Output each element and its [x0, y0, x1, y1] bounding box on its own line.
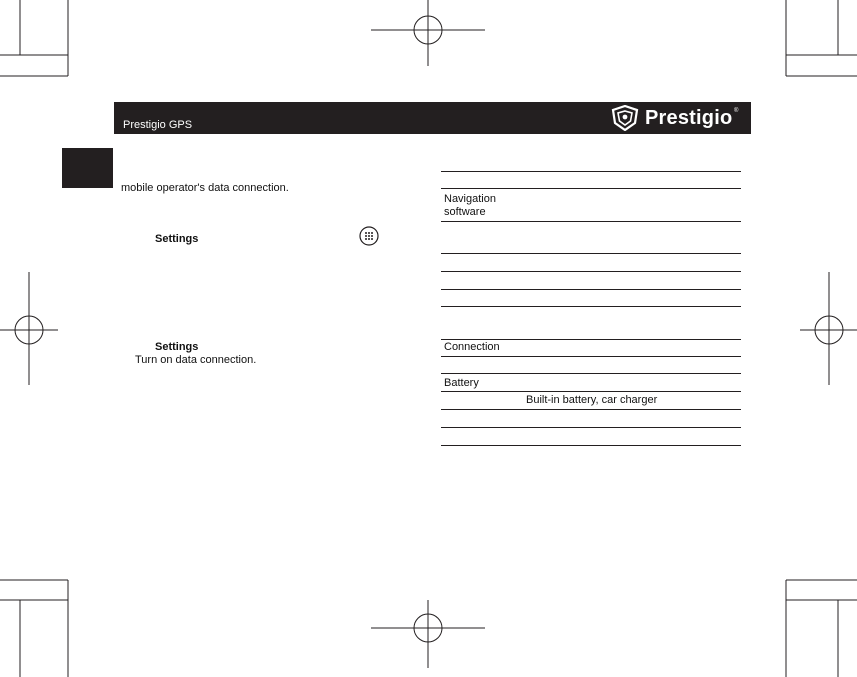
- turn-on-data-text: Turn on data connection.: [135, 354, 257, 366]
- prestigio-logo-icon: [611, 105, 639, 131]
- connection-label: Connection: [444, 341, 500, 353]
- navigation-label: Navigation: [444, 193, 496, 205]
- table-rule: [441, 253, 741, 254]
- settings-label-1: Settings: [155, 233, 199, 245]
- table-rule: [441, 373, 741, 374]
- table-rule: [441, 188, 741, 189]
- registration-mark-icon: ®: [734, 108, 739, 114]
- table-rule: [441, 409, 741, 410]
- table-rule: [441, 356, 741, 357]
- table-rule: [441, 171, 741, 172]
- table-rule: [441, 445, 741, 446]
- brand-logo-text: Prestigio: [645, 107, 733, 129]
- table-rule: [441, 339, 741, 340]
- navigation-label-cont: software: [444, 206, 486, 218]
- battery-value: Built-in battery, car charger: [526, 394, 658, 406]
- table-rule: [441, 221, 741, 222]
- table-rule: [441, 391, 741, 392]
- data-connection-text: mobile operator's data connection.: [121, 182, 289, 194]
- header-title: Prestigio GPS: [123, 119, 193, 131]
- table-rule: [441, 271, 741, 272]
- settings-label-2: Settings: [155, 341, 199, 353]
- table-rule: [441, 289, 741, 290]
- battery-label: Battery: [444, 377, 479, 389]
- table-rule: [441, 427, 741, 428]
- app-drawer-icon: [359, 226, 379, 246]
- brand-logo: [611, 105, 741, 131]
- page-header: [114, 102, 751, 134]
- table-rule: [441, 306, 741, 307]
- language-tab: [62, 148, 113, 188]
